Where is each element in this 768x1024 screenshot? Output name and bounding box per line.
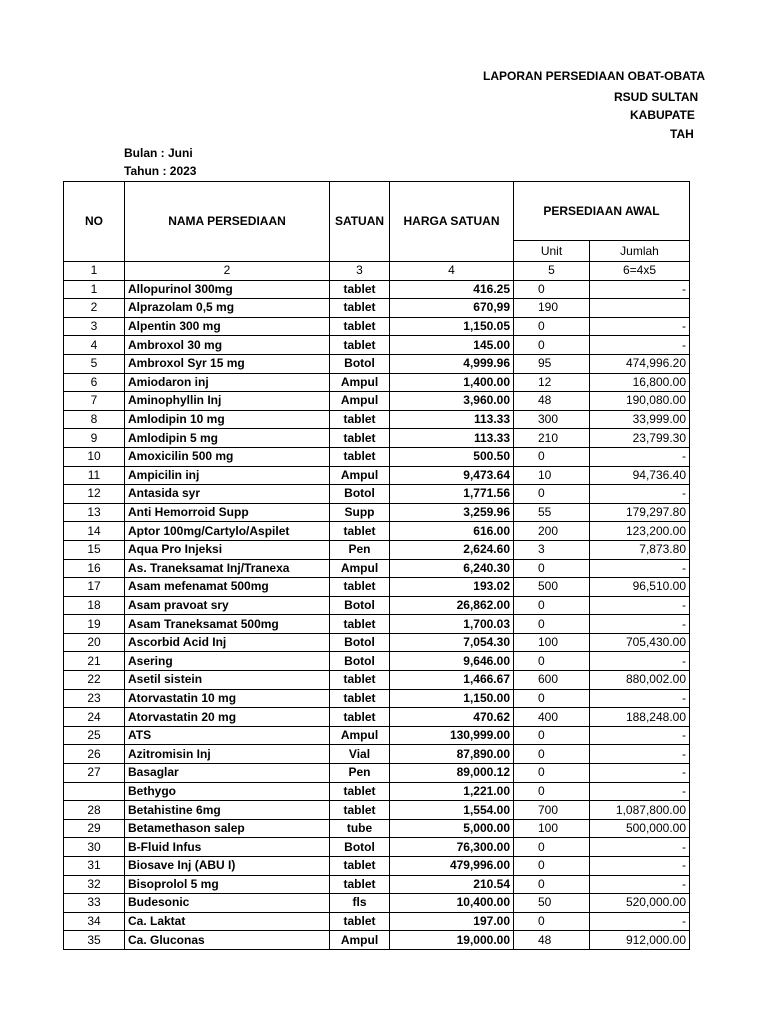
cell-harga: 1,221.00 — [390, 782, 514, 801]
cell-nama: Bethygo — [125, 782, 330, 801]
cell-unit: 0 — [514, 875, 590, 894]
cell-unit: 400 — [514, 708, 590, 727]
cell-harga: 470.62 — [390, 708, 514, 727]
cell-harga: 113.33 — [390, 429, 514, 448]
cell-satuan: Botol — [330, 485, 390, 504]
cell-harga: 1,150.00 — [390, 689, 514, 708]
cell-jumlah: 123,200.00 — [590, 522, 690, 541]
cell-unit: 210 — [514, 429, 590, 448]
table-row — [64, 764, 690, 783]
col-number: 3 — [330, 262, 390, 281]
table-row — [64, 912, 690, 931]
table-row — [64, 392, 690, 411]
table-row — [64, 373, 690, 392]
cell-satuan: tablet — [330, 522, 390, 541]
cell-unit: 0 — [514, 615, 590, 634]
cell-satuan: tablet — [330, 912, 390, 931]
col-number: 6=4x5 — [590, 262, 690, 281]
cell-no: 3 — [64, 317, 125, 336]
table-row — [64, 336, 690, 355]
cell-jumlah — [590, 299, 690, 318]
cell-satuan: Botol — [330, 633, 390, 652]
cell-nama: Amlodipin 5 mg — [125, 429, 330, 448]
cell-nama: Asam mefenamat 500mg — [125, 578, 330, 597]
cell-satuan: Ampul — [330, 392, 390, 411]
cell-nama: Ascorbid Acid Inj — [125, 633, 330, 652]
cell-no: 22 — [64, 671, 125, 690]
cell-no: 17 — [64, 578, 125, 597]
cell-harga: 5,000.00 — [390, 819, 514, 838]
col-number: 1 — [64, 262, 125, 281]
cell-harga: 9,646.00 — [390, 652, 514, 671]
cell-unit: 0 — [514, 559, 590, 578]
cell-satuan: tablet — [330, 410, 390, 429]
hospital-name: RSUD SULTAN — [614, 90, 699, 104]
cell-unit: 3 — [514, 540, 590, 559]
cell-unit: 0 — [514, 745, 590, 764]
cell-jumlah: 7,873.80 — [590, 540, 690, 559]
cell-nama: Alpentin 300 mg — [125, 317, 330, 336]
cell-satuan: Pen — [330, 540, 390, 559]
cell-satuan: tablet — [330, 336, 390, 355]
report-title: LAPORAN PERSEDIAAN OBAT-OBATA — [483, 69, 705, 83]
cell-harga: 1,400.00 — [390, 373, 514, 392]
cell-jumlah: - — [590, 447, 690, 466]
cell-unit: 300 — [514, 410, 590, 429]
cell-unit: 500 — [514, 578, 590, 597]
cell-nama: Ampicilin inj — [125, 466, 330, 485]
cell-harga: 670,99 — [390, 299, 514, 318]
cell-jumlah: 500,000.00 — [590, 819, 690, 838]
cell-jumlah: 33,999.00 — [590, 410, 690, 429]
cell-nama: Ambroxol Syr 15 mg — [125, 354, 330, 373]
cell-jumlah: - — [590, 615, 690, 634]
cell-nama: Ca. Laktat — [125, 912, 330, 931]
cell-harga: 479,996.00 — [390, 857, 514, 876]
table-row — [64, 671, 690, 690]
table-row — [64, 633, 690, 652]
cell-jumlah: - — [590, 689, 690, 708]
table-row — [64, 689, 690, 708]
cell-no: 34 — [64, 912, 125, 931]
cell-unit: 95 — [514, 354, 590, 373]
cell-no: 27 — [64, 764, 125, 783]
cell-no: 1 — [64, 280, 125, 299]
cell-harga: 4,999.96 — [390, 354, 514, 373]
col-number: 4 — [390, 262, 514, 281]
table-row — [64, 931, 690, 950]
table-row — [64, 559, 690, 578]
cell-unit: 600 — [514, 671, 590, 690]
cell-harga: 3,960.00 — [390, 392, 514, 411]
cell-no: 20 — [64, 633, 125, 652]
column-number-row — [64, 262, 690, 281]
cell-nama: Biosave Inj (ABU I) — [125, 857, 330, 876]
cell-unit: 0 — [514, 485, 590, 504]
cell-jumlah: 520,000.00 — [590, 894, 690, 913]
cell-satuan: Ampul — [330, 559, 390, 578]
cell-jumlah: - — [590, 782, 690, 801]
cell-satuan: Ampul — [330, 373, 390, 392]
cell-satuan: Botol — [330, 354, 390, 373]
cell-nama: ATS — [125, 726, 330, 745]
cell-satuan: tablet — [330, 875, 390, 894]
cell-unit: 100 — [514, 819, 590, 838]
table-row — [64, 280, 690, 299]
cell-satuan: tablet — [330, 317, 390, 336]
cell-no: 30 — [64, 838, 125, 857]
cell-no: 16 — [64, 559, 125, 578]
col-header-unit: Unit — [514, 241, 590, 262]
cell-jumlah: - — [590, 559, 690, 578]
cell-satuan: Botol — [330, 652, 390, 671]
cell-no: 18 — [64, 596, 125, 615]
cell-jumlah: - — [590, 652, 690, 671]
cell-harga: 1,466.67 — [390, 671, 514, 690]
table-row — [64, 819, 690, 838]
cell-no: 9 — [64, 429, 125, 448]
table-row — [64, 745, 690, 764]
cell-nama: Asetil sistein — [125, 671, 330, 690]
table-row — [64, 801, 690, 820]
cell-unit: 48 — [514, 931, 590, 950]
cell-nama: Bisoprolol 5 mg — [125, 875, 330, 894]
cell-jumlah: - — [590, 596, 690, 615]
cell-nama: Budesonic — [125, 894, 330, 913]
cell-no: 25 — [64, 726, 125, 745]
cell-nama: Anti Hemorroid Supp — [125, 503, 330, 522]
cell-satuan: tablet — [330, 280, 390, 299]
cell-no: 8 — [64, 410, 125, 429]
cell-harga: 9,473.64 — [390, 466, 514, 485]
cell-unit: 0 — [514, 689, 590, 708]
cell-satuan: Vial — [330, 745, 390, 764]
cell-no: 31 — [64, 857, 125, 876]
cell-nama: Atorvastatin 10 mg — [125, 689, 330, 708]
table-row — [64, 578, 690, 597]
cell-nama: Asam pravoat sry — [125, 596, 330, 615]
cell-harga: 145.00 — [390, 336, 514, 355]
cell-jumlah: - — [590, 838, 690, 857]
cell-jumlah: - — [590, 745, 690, 764]
col-header-persediaan-awal: PERSEDIAAN AWAL — [514, 182, 690, 241]
cell-satuan: tablet — [330, 857, 390, 876]
table-row — [64, 317, 690, 336]
cell-jumlah: 23,799.30 — [590, 429, 690, 448]
cell-nama: Basaglar — [125, 764, 330, 783]
cell-harga: 87,890.00 — [390, 745, 514, 764]
cell-harga: 3,259.96 — [390, 503, 514, 522]
cell-harga: 76,300.00 — [390, 838, 514, 857]
cell-satuan: tablet — [330, 801, 390, 820]
cell-unit: 0 — [514, 857, 590, 876]
cell-nama: Ambroxol 30 mg — [125, 336, 330, 355]
cell-jumlah: 1,087,800.00 — [590, 801, 690, 820]
col-header-no: NO — [64, 182, 125, 262]
cell-unit: 48 — [514, 392, 590, 411]
cell-nama: Allopurinol 300mg — [125, 280, 330, 299]
cell-satuan: tablet — [330, 447, 390, 466]
table-row — [64, 447, 690, 466]
cell-unit: 0 — [514, 838, 590, 857]
cell-unit: 0 — [514, 782, 590, 801]
cell-jumlah: - — [590, 485, 690, 504]
inventory-table — [63, 181, 690, 950]
cell-harga: 616.00 — [390, 522, 514, 541]
cell-harga: 193.02 — [390, 578, 514, 597]
cell-no: 28 — [64, 801, 125, 820]
table-row — [64, 615, 690, 634]
cell-no: 24 — [64, 708, 125, 727]
cell-no: 26 — [64, 745, 125, 764]
cell-unit: 12 — [514, 373, 590, 392]
cell-nama: Aptor 100mg/Cartylo/Aspilet — [125, 522, 330, 541]
cell-unit: 200 — [514, 522, 590, 541]
cell-no: 35 — [64, 931, 125, 950]
cell-harga: 89,000.12 — [390, 764, 514, 783]
cell-satuan: Supp — [330, 503, 390, 522]
cell-harga: 2,624.60 — [390, 540, 514, 559]
cell-harga: 113.33 — [390, 410, 514, 429]
cell-satuan: fls — [330, 894, 390, 913]
table-row — [64, 652, 690, 671]
cell-jumlah: 880,002.00 — [590, 671, 690, 690]
year-label: Tahun : 2023 — [124, 164, 197, 178]
table-row — [64, 726, 690, 745]
col-number: 5 — [514, 262, 590, 281]
cell-jumlah: 16,800.00 — [590, 373, 690, 392]
cell-satuan: tablet — [330, 578, 390, 597]
cell-unit: 0 — [514, 912, 590, 931]
table-row — [64, 485, 690, 504]
cell-harga: 6,240.30 — [390, 559, 514, 578]
cell-nama: Atorvastatin 20 mg — [125, 708, 330, 727]
cell-nama: Amoxicilin 500 mg — [125, 447, 330, 466]
cell-nama: Aqua Pro Injeksi — [125, 540, 330, 559]
table-row — [64, 857, 690, 876]
cell-no: 32 — [64, 875, 125, 894]
table-row — [64, 894, 690, 913]
cell-unit: 700 — [514, 801, 590, 820]
col-header-nama: NAMA PERSEDIAAN — [125, 182, 330, 262]
cell-jumlah: - — [590, 336, 690, 355]
cell-nama: Aminophyllin Inj — [125, 392, 330, 411]
cell-no: 23 — [64, 689, 125, 708]
cell-no: 21 — [64, 652, 125, 671]
cell-satuan: tablet — [330, 615, 390, 634]
cell-no: 6 — [64, 373, 125, 392]
cell-satuan: tablet — [330, 299, 390, 318]
cell-no: 2 — [64, 299, 125, 318]
table-row — [64, 299, 690, 318]
cell-nama: Amlodipin 10 mg — [125, 410, 330, 429]
cell-nama: Ca. Gluconas — [125, 931, 330, 950]
table-row — [64, 708, 690, 727]
cell-unit: 0 — [514, 447, 590, 466]
cell-harga: 1,150.05 — [390, 317, 514, 336]
cell-satuan: Ampul — [330, 466, 390, 485]
cell-no: 11 — [64, 466, 125, 485]
cell-satuan: Botol — [330, 596, 390, 615]
month-label: Bulan : Juni — [124, 146, 193, 160]
cell-harga: 10,400.00 — [390, 894, 514, 913]
cell-harga: 130,999.00 — [390, 726, 514, 745]
table-row — [64, 782, 690, 801]
cell-nama: Betamethason salep — [125, 819, 330, 838]
cell-unit: 0 — [514, 764, 590, 783]
cell-no: 15 — [64, 540, 125, 559]
cell-jumlah: 474,996.20 — [590, 354, 690, 373]
year-heading: TAH — [670, 127, 694, 141]
cell-satuan: tablet — [330, 782, 390, 801]
cell-harga: 500.50 — [390, 447, 514, 466]
cell-unit: 0 — [514, 726, 590, 745]
cell-harga: 1,700.03 — [390, 615, 514, 634]
cell-harga: 1,554.00 — [390, 801, 514, 820]
cell-harga: 19,000.00 — [390, 931, 514, 950]
cell-unit: 0 — [514, 280, 590, 299]
cell-unit: 0 — [514, 652, 590, 671]
cell-jumlah: 188,248.00 — [590, 708, 690, 727]
cell-nama: As. Traneksamat Inj/Tranexa — [125, 559, 330, 578]
table-row — [64, 410, 690, 429]
cell-harga: 1,771.56 — [390, 485, 514, 504]
cell-unit: 50 — [514, 894, 590, 913]
cell-no: 12 — [64, 485, 125, 504]
cell-satuan: tablet — [330, 429, 390, 448]
cell-jumlah: - — [590, 764, 690, 783]
cell-jumlah: - — [590, 857, 690, 876]
cell-satuan: Botol — [330, 838, 390, 857]
cell-satuan: Ampul — [330, 931, 390, 950]
col-number: 2 — [125, 262, 330, 281]
cell-jumlah: 912,000.00 — [590, 931, 690, 950]
cell-nama: Betahistine 6mg — [125, 801, 330, 820]
cell-unit: 190 — [514, 299, 590, 318]
cell-satuan: tablet — [330, 671, 390, 690]
cell-nama: Azitromisin Inj — [125, 745, 330, 764]
cell-unit: 10 — [514, 466, 590, 485]
cell-jumlah: - — [590, 726, 690, 745]
cell-no — [64, 782, 125, 801]
table-row — [64, 354, 690, 373]
cell-jumlah: 94,736.40 — [590, 466, 690, 485]
cell-jumlah: - — [590, 875, 690, 894]
cell-nama: Alprazolam 0,5 mg — [125, 299, 330, 318]
cell-no: 7 — [64, 392, 125, 411]
cell-jumlah: - — [590, 280, 690, 299]
cell-nama: B-Fluid Infus — [125, 838, 330, 857]
cell-nama: Antasida syr — [125, 485, 330, 504]
cell-jumlah: - — [590, 912, 690, 931]
table-row — [64, 596, 690, 615]
cell-jumlah: - — [590, 317, 690, 336]
cell-nama: Asam Traneksamat 500mg — [125, 615, 330, 634]
cell-harga: 210.54 — [390, 875, 514, 894]
table-row — [64, 838, 690, 857]
table-row — [64, 875, 690, 894]
table-row — [64, 540, 690, 559]
cell-unit: 0 — [514, 596, 590, 615]
col-header-jumlah: Jumlah — [590, 241, 690, 262]
regency-name: KABUPATE — [630, 108, 695, 122]
cell-jumlah: 190,080.00 — [590, 392, 690, 411]
cell-no: 19 — [64, 615, 125, 634]
col-header-satuan: SATUAN — [330, 182, 390, 262]
cell-jumlah: 96,510.00 — [590, 578, 690, 597]
cell-no: 33 — [64, 894, 125, 913]
cell-harga: 7,054.30 — [390, 633, 514, 652]
cell-harga: 197.00 — [390, 912, 514, 931]
cell-no: 4 — [64, 336, 125, 355]
table-row — [64, 466, 690, 485]
cell-unit: 0 — [514, 336, 590, 355]
col-header-harga: HARGA SATUAN — [390, 182, 514, 262]
cell-unit: 55 — [514, 503, 590, 522]
cell-nama: Asering — [125, 652, 330, 671]
cell-nama: Amiodaron inj — [125, 373, 330, 392]
cell-harga: 26,862.00 — [390, 596, 514, 615]
cell-no: 5 — [64, 354, 125, 373]
table-row — [64, 429, 690, 448]
table-row — [64, 522, 690, 541]
cell-satuan: tablet — [330, 689, 390, 708]
cell-satuan: Pen — [330, 764, 390, 783]
cell-no: 29 — [64, 819, 125, 838]
header-row — [64, 182, 690, 241]
cell-no: 14 — [64, 522, 125, 541]
cell-unit: 0 — [514, 317, 590, 336]
cell-satuan: tube — [330, 819, 390, 838]
cell-no: 13 — [64, 503, 125, 522]
cell-harga: 416.25 — [390, 280, 514, 299]
cell-jumlah: 705,430.00 — [590, 633, 690, 652]
cell-jumlah: 179,297.80 — [590, 503, 690, 522]
cell-unit: 100 — [514, 633, 590, 652]
cell-satuan: tablet — [330, 708, 390, 727]
cell-satuan: Ampul — [330, 726, 390, 745]
cell-no: 10 — [64, 447, 125, 466]
table-row — [64, 503, 690, 522]
